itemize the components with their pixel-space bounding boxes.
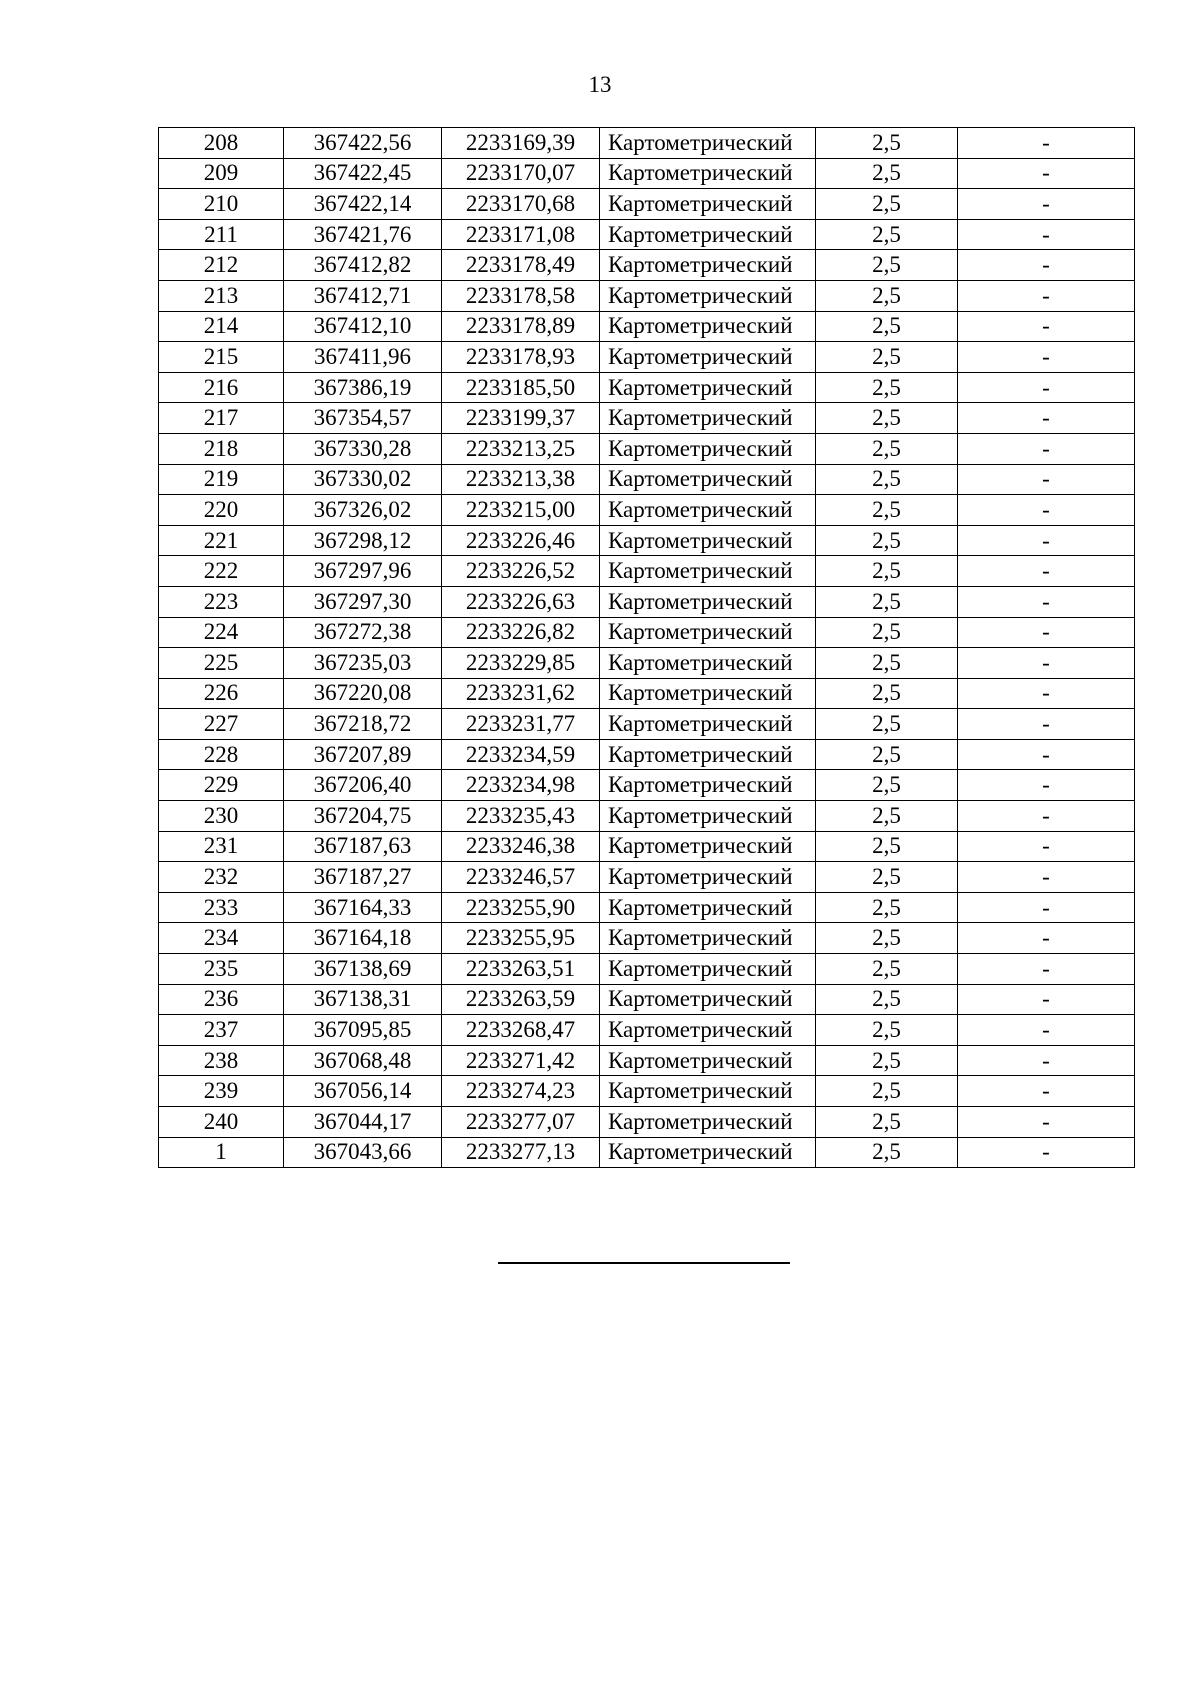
cell-accuracy: 2,5	[816, 709, 958, 740]
table-row	[159, 556, 1135, 587]
cell-y-coordinate: 2233255,90	[442, 892, 600, 923]
cell-note: -	[958, 923, 1135, 954]
cell-accuracy: 2,5	[816, 770, 958, 801]
cell-y-coordinate: 2233178,89	[442, 311, 600, 342]
cell-point-number: 222	[159, 556, 284, 587]
cell-point-number: 228	[159, 739, 284, 770]
cell-y-coordinate: 2233226,63	[442, 586, 600, 617]
cell-accuracy: 2,5	[816, 954, 958, 985]
cell-accuracy: 2,5	[816, 1137, 958, 1168]
cell-accuracy: 2,5	[816, 219, 958, 250]
cell-accuracy: 2,5	[816, 923, 958, 954]
cell-method: Картометрический	[600, 1137, 816, 1168]
cell-method: Картометрический	[600, 770, 816, 801]
cell-method: Картометрический	[600, 586, 816, 617]
cell-y-coordinate: 2233246,57	[442, 862, 600, 893]
cell-note: -	[958, 556, 1135, 587]
cell-point-number: 238	[159, 1045, 284, 1076]
cell-accuracy: 2,5	[816, 678, 958, 709]
cell-accuracy: 2,5	[816, 892, 958, 923]
table-row	[159, 189, 1135, 220]
cell-method: Картометрический	[600, 862, 816, 893]
cell-note: -	[958, 862, 1135, 893]
cell-accuracy: 2,5	[816, 1076, 958, 1107]
cell-note: -	[958, 739, 1135, 770]
cell-point-number: 214	[159, 311, 284, 342]
cell-note: -	[958, 250, 1135, 281]
cell-y-coordinate: 2233170,07	[442, 158, 600, 189]
cell-accuracy: 2,5	[816, 1015, 958, 1046]
table-row	[159, 862, 1135, 893]
cell-x-coordinate: 367220,08	[284, 678, 442, 709]
cell-note: -	[958, 495, 1135, 526]
cell-method: Картометрический	[600, 219, 816, 250]
cell-point-number: 231	[159, 831, 284, 862]
cell-point-number: 219	[159, 464, 284, 495]
cell-method: Картометрический	[600, 495, 816, 526]
cell-accuracy: 2,5	[816, 556, 958, 587]
cell-method: Картометрический	[600, 984, 816, 1015]
cell-x-coordinate: 367044,17	[284, 1107, 442, 1138]
end-rule	[498, 1262, 790, 1264]
cell-point-number: 209	[159, 158, 284, 189]
cell-x-coordinate: 367330,02	[284, 464, 442, 495]
cell-method: Картометрический	[600, 801, 816, 832]
cell-method: Картометрический	[600, 556, 816, 587]
cell-note: -	[958, 617, 1135, 648]
cell-method: Картометрический	[600, 678, 816, 709]
table-row	[159, 433, 1135, 464]
cell-point-number: 229	[159, 770, 284, 801]
cell-y-coordinate: 2233171,08	[442, 219, 600, 250]
cell-point-number: 220	[159, 495, 284, 526]
cell-method: Картометрический	[600, 525, 816, 556]
cell-note: -	[958, 1137, 1135, 1168]
table-row	[159, 464, 1135, 495]
cell-note: -	[958, 770, 1135, 801]
cell-point-number: 218	[159, 433, 284, 464]
table-row	[159, 984, 1135, 1015]
cell-x-coordinate: 367056,14	[284, 1076, 442, 1107]
cell-y-coordinate: 2233268,47	[442, 1015, 600, 1046]
cell-note: -	[958, 831, 1135, 862]
cell-accuracy: 2,5	[816, 648, 958, 679]
page-number: 13	[588, 72, 612, 97]
cell-y-coordinate: 2233231,77	[442, 709, 600, 740]
cell-method: Картометрический	[600, 403, 816, 434]
cell-method: Картометрический	[600, 923, 816, 954]
cell-accuracy: 2,5	[816, 158, 958, 189]
cell-y-coordinate: 2233213,38	[442, 464, 600, 495]
cell-x-coordinate: 367412,10	[284, 311, 442, 342]
table-row	[159, 801, 1135, 832]
cell-note: -	[958, 342, 1135, 373]
cell-x-coordinate: 367386,19	[284, 372, 442, 403]
table-row	[159, 372, 1135, 403]
cell-method: Картометрический	[600, 158, 816, 189]
cell-point-number: 239	[159, 1076, 284, 1107]
cell-accuracy: 2,5	[816, 280, 958, 311]
cell-point-number: 217	[159, 403, 284, 434]
table-row	[159, 892, 1135, 923]
table-row	[159, 280, 1135, 311]
cell-x-coordinate: 367422,45	[284, 158, 442, 189]
cell-note: -	[958, 128, 1135, 159]
cell-y-coordinate: 2233231,62	[442, 678, 600, 709]
cell-y-coordinate: 2233271,42	[442, 1045, 600, 1076]
cell-x-coordinate: 367164,18	[284, 923, 442, 954]
table-row	[159, 923, 1135, 954]
cell-accuracy: 2,5	[816, 862, 958, 893]
cell-note: -	[958, 280, 1135, 311]
cell-x-coordinate: 367206,40	[284, 770, 442, 801]
table-row	[159, 709, 1135, 740]
cell-x-coordinate: 367297,30	[284, 586, 442, 617]
cell-y-coordinate: 2233277,13	[442, 1137, 600, 1168]
cell-method: Картометрический	[600, 433, 816, 464]
cell-method: Картометрический	[600, 372, 816, 403]
cell-point-number: 208	[159, 128, 284, 159]
cell-note: -	[958, 158, 1135, 189]
cell-point-number: 1	[159, 1137, 284, 1168]
cell-accuracy: 2,5	[816, 617, 958, 648]
table-row	[159, 495, 1135, 526]
cell-note: -	[958, 801, 1135, 832]
table-row	[159, 678, 1135, 709]
cell-x-coordinate: 367421,76	[284, 219, 442, 250]
cell-point-number: 226	[159, 678, 284, 709]
cell-y-coordinate: 2233178,49	[442, 250, 600, 281]
cell-note: -	[958, 403, 1135, 434]
cell-accuracy: 2,5	[816, 250, 958, 281]
cell-accuracy: 2,5	[816, 525, 958, 556]
table-row	[159, 1137, 1135, 1168]
cell-method: Картометрический	[600, 1045, 816, 1076]
cell-method: Картометрический	[600, 311, 816, 342]
cell-method: Картометрический	[600, 831, 816, 862]
table-row	[159, 739, 1135, 770]
cell-note: -	[958, 648, 1135, 679]
cell-x-coordinate: 367235,03	[284, 648, 442, 679]
cell-note: -	[958, 433, 1135, 464]
cell-accuracy: 2,5	[816, 433, 958, 464]
cell-y-coordinate: 2233235,43	[442, 801, 600, 832]
cell-x-coordinate: 367138,31	[284, 984, 442, 1015]
cell-method: Картометрический	[600, 648, 816, 679]
cell-accuracy: 2,5	[816, 1045, 958, 1076]
cell-x-coordinate: 367412,82	[284, 250, 442, 281]
cell-x-coordinate: 367422,14	[284, 189, 442, 220]
cell-point-number: 236	[159, 984, 284, 1015]
table-row	[159, 1045, 1135, 1076]
cell-accuracy: 2,5	[816, 586, 958, 617]
cell-method: Картометрический	[600, 464, 816, 495]
table-row	[159, 158, 1135, 189]
cell-accuracy: 2,5	[816, 495, 958, 526]
cell-accuracy: 2,5	[816, 464, 958, 495]
cell-y-coordinate: 2233169,39	[442, 128, 600, 159]
cell-note: -	[958, 219, 1135, 250]
cell-x-coordinate: 367187,63	[284, 831, 442, 862]
cell-point-number: 237	[159, 1015, 284, 1046]
cell-note: -	[958, 1076, 1135, 1107]
table-row	[159, 617, 1135, 648]
cell-y-coordinate: 2233246,38	[442, 831, 600, 862]
table-row	[159, 586, 1135, 617]
cell-y-coordinate: 2233263,51	[442, 954, 600, 985]
cell-x-coordinate: 367297,96	[284, 556, 442, 587]
cell-x-coordinate: 367095,85	[284, 1015, 442, 1046]
cell-y-coordinate: 2233185,50	[442, 372, 600, 403]
cell-y-coordinate: 2233274,23	[442, 1076, 600, 1107]
cell-x-coordinate: 367207,89	[284, 739, 442, 770]
cell-point-number: 211	[159, 219, 284, 250]
cell-note: -	[958, 311, 1135, 342]
cell-note: -	[958, 892, 1135, 923]
cell-y-coordinate: 2233234,98	[442, 770, 600, 801]
cell-method: Картометрический	[600, 189, 816, 220]
cell-x-coordinate: 367204,75	[284, 801, 442, 832]
cell-note: -	[958, 678, 1135, 709]
table-row	[159, 342, 1135, 373]
cell-accuracy: 2,5	[816, 1107, 958, 1138]
cell-method: Картометрический	[600, 739, 816, 770]
coordinates-table-body	[159, 128, 1135, 1168]
table-row	[159, 1015, 1135, 1046]
table-row	[159, 219, 1135, 250]
table-row	[159, 770, 1135, 801]
cell-x-coordinate: 367272,38	[284, 617, 442, 648]
table-row	[159, 403, 1135, 434]
cell-point-number: 212	[159, 250, 284, 281]
cell-note: -	[958, 1015, 1135, 1046]
table-row	[159, 250, 1135, 281]
cell-y-coordinate: 2233215,00	[442, 495, 600, 526]
cell-accuracy: 2,5	[816, 831, 958, 862]
cell-point-number: 234	[159, 923, 284, 954]
coordinates-table	[158, 127, 1135, 1168]
cell-note: -	[958, 372, 1135, 403]
cell-x-coordinate: 367298,12	[284, 525, 442, 556]
cell-note: -	[958, 1107, 1135, 1138]
cell-point-number: 240	[159, 1107, 284, 1138]
cell-x-coordinate: 367187,27	[284, 862, 442, 893]
cell-y-coordinate: 2233263,59	[442, 984, 600, 1015]
cell-x-coordinate: 367412,71	[284, 280, 442, 311]
cell-note: -	[958, 586, 1135, 617]
cell-point-number: 230	[159, 801, 284, 832]
cell-accuracy: 2,5	[816, 342, 958, 373]
cell-y-coordinate: 2233277,07	[442, 1107, 600, 1138]
cell-note: -	[958, 1045, 1135, 1076]
cell-accuracy: 2,5	[816, 739, 958, 770]
table-row	[159, 311, 1135, 342]
table-row	[159, 954, 1135, 985]
cell-accuracy: 2,5	[816, 403, 958, 434]
cell-method: Картометрический	[600, 892, 816, 923]
cell-point-number: 233	[159, 892, 284, 923]
cell-point-number: 232	[159, 862, 284, 893]
cell-x-coordinate: 367354,57	[284, 403, 442, 434]
cell-note: -	[958, 954, 1135, 985]
cell-point-number: 225	[159, 648, 284, 679]
cell-x-coordinate: 367326,02	[284, 495, 442, 526]
cell-x-coordinate: 367422,56	[284, 128, 442, 159]
cell-accuracy: 2,5	[816, 189, 958, 220]
cell-method: Картометрический	[600, 1076, 816, 1107]
cell-accuracy: 2,5	[816, 801, 958, 832]
cell-point-number: 221	[159, 525, 284, 556]
cell-y-coordinate: 2233178,93	[442, 342, 600, 373]
cell-y-coordinate: 2233226,52	[442, 556, 600, 587]
cell-y-coordinate: 2233178,58	[442, 280, 600, 311]
cell-method: Картометрический	[600, 342, 816, 373]
cell-x-coordinate: 367138,69	[284, 954, 442, 985]
cell-accuracy: 2,5	[816, 372, 958, 403]
cell-y-coordinate: 2233199,37	[442, 403, 600, 434]
cell-x-coordinate: 367218,72	[284, 709, 442, 740]
table-row	[159, 128, 1135, 159]
cell-point-number: 210	[159, 189, 284, 220]
cell-method: Картометрический	[600, 1015, 816, 1046]
cell-y-coordinate: 2233234,59	[442, 739, 600, 770]
cell-x-coordinate: 367164,33	[284, 892, 442, 923]
table-row	[159, 1076, 1135, 1107]
cell-note: -	[958, 984, 1135, 1015]
cell-point-number: 215	[159, 342, 284, 373]
cell-y-coordinate: 2233229,85	[442, 648, 600, 679]
table-row	[159, 831, 1135, 862]
cell-x-coordinate: 367411,96	[284, 342, 442, 373]
cell-point-number: 227	[159, 709, 284, 740]
cell-method: Картометрический	[600, 954, 816, 985]
cell-y-coordinate: 2233255,95	[442, 923, 600, 954]
cell-y-coordinate: 2233170,68	[442, 189, 600, 220]
cell-y-coordinate: 2233226,46	[442, 525, 600, 556]
cell-x-coordinate: 367068,48	[284, 1045, 442, 1076]
cell-method: Картометрический	[600, 250, 816, 281]
cell-y-coordinate: 2233213,25	[442, 433, 600, 464]
cell-point-number: 224	[159, 617, 284, 648]
cell-y-coordinate: 2233226,82	[442, 617, 600, 648]
cell-note: -	[958, 464, 1135, 495]
table-row	[159, 525, 1135, 556]
cell-x-coordinate: 367330,28	[284, 433, 442, 464]
cell-x-coordinate: 367043,66	[284, 1137, 442, 1168]
cell-point-number: 223	[159, 586, 284, 617]
cell-point-number: 235	[159, 954, 284, 985]
cell-accuracy: 2,5	[816, 311, 958, 342]
cell-method: Картометрический	[600, 128, 816, 159]
cell-note: -	[958, 709, 1135, 740]
cell-method: Картометрический	[600, 1107, 816, 1138]
table-row	[159, 648, 1135, 679]
cell-method: Картометрический	[600, 617, 816, 648]
cell-note: -	[958, 525, 1135, 556]
cell-point-number: 213	[159, 280, 284, 311]
table-row	[159, 1107, 1135, 1138]
cell-point-number: 216	[159, 372, 284, 403]
cell-accuracy: 2,5	[816, 128, 958, 159]
cell-note: -	[958, 189, 1135, 220]
cell-method: Картометрический	[600, 280, 816, 311]
cell-method: Картометрический	[600, 709, 816, 740]
cell-accuracy: 2,5	[816, 984, 958, 1015]
